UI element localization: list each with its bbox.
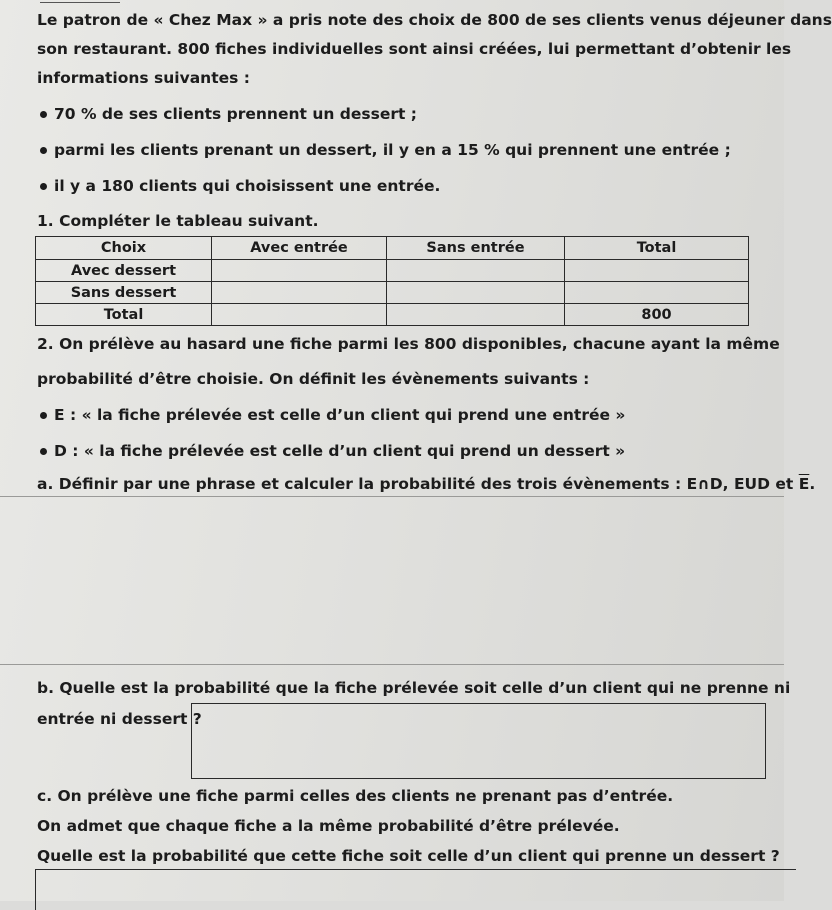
table-row [36,260,749,282]
table-row [36,304,749,326]
question-a-end: . [809,475,816,493]
answer-cell[interactable] [212,304,387,326]
question-c-line-2: On admet que chaque fiche a la même probabilité d’être prélevée. [37,817,620,835]
question-c-line-1: c. On prélève une fiche parmi celles des clients ne prenant pas d’entrée. [37,787,674,805]
answer-box-c[interactable] [35,869,796,910]
answer-cell[interactable] [387,282,565,304]
question-c-line-3: Quelle est la probabilité que cette fiche soit celle d’un client qui prenne un dessert ? [37,847,780,865]
answer-box-b[interactable] [191,703,766,779]
bullet-entree-given-dessert: parmi les clients prenant un dessert, il y en a 15 % qui prennent une entrée ; [54,141,731,159]
answer-cell[interactable] [387,304,565,326]
table-row [36,282,749,304]
question-1: 1. Compléter le tableau suivant. [37,212,319,230]
event-e-definition: E : « la fiche prélevée est celle d’un client qui prend une entrée » [54,406,626,424]
intro-line-3: informations suivantes : [37,69,250,87]
row-label: Sans dessert [36,282,212,304]
question-2-line-2: probabilité d’être choisie. On définit les évènements suivants : [37,370,590,388]
question-b-line-1: b. Quelle est la probabilité que la fiche prélevée soit celle d’un client qui ne prenne ni [37,679,791,697]
header-sans-entree: Sans entrée [387,237,565,260]
row-label: Avec dessert [36,260,212,282]
intro-line-2: son restaurant. 800 fiches individuelles sont ainsi créées, lui permettant d’obtenir les [37,40,792,58]
answer-line [0,664,784,665]
answer-cell[interactable] [565,282,749,304]
bullet-entree-total: il y a 180 clients qui choisissent une entrée. [54,177,441,195]
answer-cell[interactable] [565,260,749,282]
header-choix: Choix [36,237,212,260]
table-header-row [36,237,749,260]
header-avec-entree: Avec entrée [212,237,387,260]
top-edge-line [40,2,120,3]
grand-total-cell: 800 [565,304,749,326]
event-e-complement: $\overline{E}$ [798,475,810,493]
answer-line [0,496,784,497]
question-2-line-1: 2. On prélève au hasard une fiche parmi les 800 disponibles, chacune ayant la même [37,335,780,353]
contingency-table [35,236,749,326]
row-label: Total [36,304,212,326]
bullet-dessert: 70 % de ses clients prennent un dessert ; [54,105,418,123]
answer-cell[interactable] [212,282,387,304]
answer-cell[interactable] [387,260,565,282]
question-b-line-2: entrée ni dessert ? [37,710,202,728]
header-total: Total [565,237,749,260]
question-a-text: a. Définir par une phrase et calculer la probabilité des trois évènements : E∩D, EUD et [37,475,799,493]
answer-cell[interactable] [212,260,387,282]
intro-line-1: Le patron de « Chez Max » a pris note des choix de 800 de ses clients venus déjeuner dans [37,11,832,29]
event-d-definition: D : « la fiche prélevée est celle d’un client qui prend un dessert » [54,442,626,460]
question-a [37,474,815,494]
